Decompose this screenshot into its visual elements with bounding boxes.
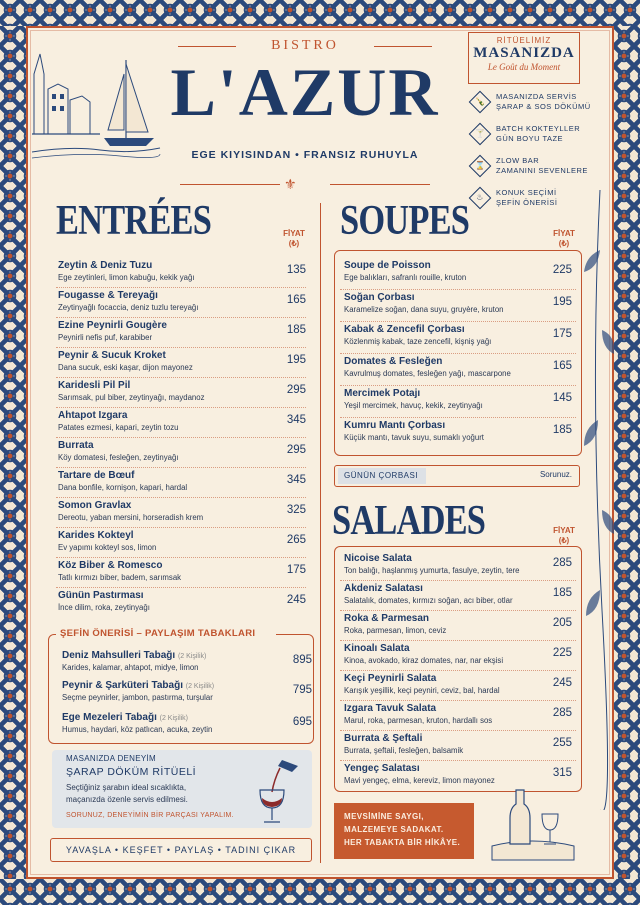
chef-item-price: 795	[292, 684, 312, 696]
menu-item-desc: Küçük mantı, tavuk suyu, sumaklı yoğurt	[344, 433, 484, 442]
daily-soup-label: GÜNÜN ÇORBASI	[338, 468, 426, 484]
menu-item-price: 165	[552, 360, 572, 372]
daily-soup-value: Sorunuz.	[539, 470, 572, 479]
menu-item-name: Karides Kokteyl	[58, 530, 134, 541]
menu-item-desc: Salatalık, domates, kırmızı soğan, acı biber, otlar	[344, 596, 513, 605]
menu-item	[58, 350, 308, 380]
menu-item	[344, 583, 574, 613]
menu-item-name: Mercimek Potajı	[344, 388, 421, 399]
hourglass-icon: ⌛	[469, 155, 492, 178]
item-separator	[340, 640, 576, 641]
menu-item	[344, 703, 574, 733]
chef-item	[62, 680, 312, 708]
menu-item-desc: İnce dilim, roka, zeytinyağı	[58, 603, 150, 612]
ritual-script: Le Goût du Moment	[487, 62, 561, 72]
menu-item-name: Zeytin & Deniz Tuzu	[58, 260, 153, 271]
menu-item-desc: Patates ezmesi, kapari, zeytin tozu	[58, 423, 179, 432]
menu-item	[344, 673, 574, 703]
item-separator	[340, 385, 576, 386]
bistro-label: BISTRO	[271, 38, 339, 53]
menu-item	[344, 260, 574, 290]
menu-item	[58, 590, 308, 620]
menu-item-price: 295	[286, 444, 306, 456]
wine-bottle-icon: 🍾	[469, 91, 492, 114]
ritual-item-title: BATCH KOKTEYLLER	[496, 124, 581, 133]
menu-item-name: Kumru Mantı Çorbası	[344, 420, 446, 431]
menu-item-name: Köz Biber & Romesco	[58, 560, 163, 571]
menu-item-name: Izgara Tavuk Salata	[344, 703, 437, 714]
menu-item	[58, 320, 308, 350]
menu-item-desc: Burrata, şeftali, fesleğen, balsamik	[344, 746, 464, 755]
ritual-item-title: KONUK SEÇİMİ	[496, 188, 557, 197]
chef-item-name: Ege Mezeleri Tabağı (2 Kişilik)	[62, 712, 189, 723]
menu-item-name: Somon Gravlax	[58, 500, 132, 511]
entrees-price-header: FİYAT (₺)	[283, 229, 305, 248]
chef-panel-title: ŞEFİN ÖNERİSİ – PAYLAŞIM TABAKLARI	[56, 628, 276, 639]
entrees-title: ENTRÉES	[56, 198, 212, 244]
menu-item-price: 185	[552, 424, 572, 436]
menu-item-desc: Sarımsak, pul biber, zeytinyağı, maydanoz	[58, 393, 205, 402]
ritual-item	[472, 124, 602, 154]
menu-item	[344, 613, 574, 643]
ritual-item-title: MASANIZDA SERVİS	[496, 92, 577, 101]
menu-item	[58, 530, 308, 560]
ritual-item-sub: ZAMANINI SEVENLERE	[496, 166, 588, 175]
menu-item-price: 175	[286, 564, 306, 576]
menu-item-desc: Köy domatesi, fesleğen, zeytinyağı	[58, 453, 179, 462]
tile-border-right	[614, 26, 640, 879]
menu-item	[344, 324, 574, 354]
menu-item-desc: Ege balıkları, safranlı rouille, kruton	[344, 273, 467, 282]
menu-item-desc: Karışık yeşillik, keçi peyniri, ceviz, bal, hardal	[344, 686, 500, 695]
menu-item-desc: Ege zeytinleri, limon kabuğu, kekik yağı	[58, 273, 195, 282]
tile-border-top	[0, 0, 640, 26]
tagline: EGE KIYISINDAN • FRANSIZ RUHUYLA	[191, 149, 419, 161]
menu-item-price: 245	[552, 677, 572, 689]
menu-item-price: 205	[552, 617, 572, 629]
menu-item	[344, 733, 574, 763]
olive-branch-illustration	[580, 190, 614, 810]
menu-item-desc: Roka, parmesan, limon, ceviz	[344, 626, 447, 635]
chef-item-name: Deniz Mahsulleri Tabağı (2 Kişilik)	[62, 650, 207, 661]
ritual-item-sub: ŞARAP & SOS DÖKÜMÜ	[496, 102, 591, 111]
menu-item-price: 245	[286, 594, 306, 606]
ornament-rule-left	[180, 184, 280, 185]
chef-item	[62, 650, 312, 678]
menu-item-name: Kabak & Zencefil Çorbası	[344, 324, 465, 335]
item-separator	[340, 353, 576, 354]
menu-item	[344, 553, 574, 583]
wine-ritual-cta: SORUNUZ, DENEYİMİN BİR PARÇASI YAPALIM.	[66, 812, 234, 819]
menu-item	[58, 380, 308, 410]
menu-item	[58, 440, 308, 470]
menu-item-price: 165	[286, 294, 306, 306]
menu-item-name: Domates & Fesleğen	[344, 356, 443, 367]
menu-item-price: 255	[552, 737, 572, 749]
menu-item-price: 295	[286, 384, 306, 396]
chef-item-name: Peynir & Şarküteri Tabağı (2 Kişilik)	[62, 680, 215, 691]
item-separator	[340, 417, 576, 418]
menu-item-name: Akdeniz Salatası	[344, 583, 423, 594]
item-separator	[340, 730, 576, 731]
wine-ritual-title: ŞARAP DÖKÜM RİTÜELİ	[66, 766, 197, 778]
item-separator	[340, 580, 576, 581]
salades-price-header: FİYAT (₺)	[553, 526, 575, 545]
menu-item	[58, 560, 308, 590]
item-separator	[56, 317, 306, 318]
item-separator	[56, 587, 306, 588]
chef-hat-icon: ♨	[469, 187, 492, 210]
menu-item-desc: Dana bonfile, kornişon, kapari, hardal	[58, 483, 188, 492]
seasonal-note-line: MEVSİMİNE SAYGI,	[344, 812, 424, 821]
chef-item-desc: Karides, kalamar, ahtapot, midye, limon	[62, 663, 199, 672]
menu-item-price: 315	[552, 767, 572, 779]
chef-item-price: 695	[292, 716, 312, 728]
wine-table-illustration	[482, 770, 582, 866]
menu-item	[344, 388, 574, 418]
menu-item-name: Kinoalı Salata	[344, 643, 410, 654]
item-separator	[56, 347, 306, 348]
menu-item-name: Karidesli Pil Pil	[58, 380, 131, 391]
item-separator	[340, 760, 576, 761]
menu-item-name: Keçi Peynirli Salata	[344, 673, 437, 684]
salades-title: SALADES	[332, 498, 486, 544]
menu-item	[58, 290, 308, 320]
menu-item-price: 185	[552, 587, 572, 599]
menu-item-name: Burrata & Şeftali	[344, 733, 423, 744]
menu-item-desc: Karamelize soğan, dana suyu, gruyère, kruton	[344, 305, 504, 314]
seasonal-note-line: HER TABAKTA BİR HİKÂYE.	[344, 838, 461, 847]
menu-item-price: 285	[552, 557, 572, 569]
ritual-title: MASANIZDA	[473, 45, 575, 61]
chef-item	[62, 712, 312, 740]
menu-item-name: Ezine Peynirli Gougère	[58, 320, 167, 331]
menu-item-price: 265	[286, 534, 306, 546]
menu-item	[344, 420, 574, 450]
menu-item-desc: Yeşil mercimek, havuç, kekik, zeytinyağı	[344, 401, 483, 410]
ritual-item	[472, 92, 602, 122]
item-separator	[56, 497, 306, 498]
menu-item-price: 345	[286, 474, 306, 486]
menu-item-name: Yengeç Salatası	[344, 763, 420, 774]
item-separator	[56, 377, 306, 378]
menu-item	[344, 292, 574, 322]
menu-item-desc: Peynirli nefis puf, karabiber	[58, 333, 153, 342]
item-separator	[340, 321, 576, 322]
menu-item-price: 135	[286, 264, 306, 276]
ritual-item-title: ZLOW BAR	[496, 156, 540, 165]
menu-item-desc: Közlenmiş kabak, taze zencefil, kişniş yağı	[344, 337, 492, 346]
ritual-item-sub: GÜN BOYU TAZE	[496, 134, 564, 143]
menu-item-price: 225	[552, 647, 572, 659]
item-separator	[56, 287, 306, 288]
tile-border-bottom	[0, 879, 640, 905]
menu-item-desc: Marul, roka, parmesan, kruton, hardallı sos	[344, 716, 493, 725]
item-separator	[56, 437, 306, 438]
seasonal-note-line: MALZEMEYE SADAKAT.	[344, 825, 444, 834]
ritual-item	[472, 156, 602, 186]
wine-ritual-text: Seçtiğiniz şarabın ideal sıcaklıkta, maçanızda özenle servis edilmesi.	[66, 783, 188, 804]
menu-item-desc: Dereotu, yaban mersini, horseradish krem	[58, 513, 204, 522]
seasonal-note	[334, 803, 474, 859]
menu-item-price: 145	[552, 392, 572, 404]
restaurant-logo: L'AZUR	[170, 54, 440, 130]
menu-item-desc: Kavrulmuş domates, fesleğen yağı, mascarpone	[344, 369, 511, 378]
item-separator	[340, 289, 576, 290]
menu-item-price: 195	[552, 296, 572, 308]
item-separator	[56, 467, 306, 468]
menu-item-price: 195	[286, 354, 306, 366]
menu-item-price: 225	[552, 264, 572, 276]
menu-item-price: 345	[286, 414, 306, 426]
menu-item-price: 175	[552, 328, 572, 340]
column-divider	[320, 203, 321, 863]
soupes-price-header: FİYAT (₺)	[553, 229, 575, 248]
chef-item-price: 895	[292, 654, 312, 666]
soupes-title: SOUPES	[340, 198, 470, 244]
menu-item-name: Fougasse & Tereyağı	[58, 290, 158, 301]
item-separator	[340, 610, 576, 611]
menu-item	[58, 500, 308, 530]
menu-item-name: Günün Pastırması	[58, 590, 144, 601]
chef-item-desc: Seçme peynirler, jambon, pastırma, turşular	[62, 693, 213, 702]
menu-item-name: Ahtapot Izgara	[58, 410, 128, 421]
menu-item	[58, 260, 308, 290]
menu-item-name: Soğan Çorbası	[344, 292, 415, 303]
item-separator	[56, 407, 306, 408]
item-separator	[56, 557, 306, 558]
harbour-sailboat-illustration	[30, 34, 162, 164]
menu-item-price: 285	[552, 707, 572, 719]
menu-item-price: 185	[286, 324, 306, 336]
menu-item-desc: Tatlı kırmızı biber, badem, sarımsak	[58, 573, 182, 582]
menu-item-name: Peynir & Sucuk Kroket	[58, 350, 166, 361]
menu-item-price: 325	[286, 504, 306, 516]
tile-border-left	[0, 26, 26, 879]
slogan-banner: YAVAŞLA • KEŞFET • PAYLAŞ • TADINI ÇIKAR	[50, 838, 312, 862]
menu-item-desc: Dana sucuk, eski kaşar, dijon mayonez	[58, 363, 193, 372]
menu-item	[58, 470, 308, 500]
ritual-box	[468, 32, 580, 84]
menu-item-name: Burrata	[58, 440, 94, 451]
item-separator	[340, 670, 576, 671]
menu-item	[344, 356, 574, 386]
menu-item	[58, 410, 308, 440]
menu-item-desc: Mavi yengeç, elma, kereviz, limon mayonez	[344, 776, 495, 785]
menu-item-desc: Ton balığı, haşlanmış yumurta, fasulye, zeytin, tere	[344, 566, 520, 575]
wine-pour-icon	[242, 756, 302, 826]
item-separator	[340, 700, 576, 701]
menu-item-desc: Ev yapımı kokteyl sos, limon	[58, 543, 157, 552]
cocktail-icon: 🍸	[469, 123, 492, 146]
menu-item-name: Tartare de Bœuf	[58, 470, 135, 481]
menu-item-desc: Zeytinyağlı focaccia, deniz tuzlu tereyağı	[58, 303, 199, 312]
fleur-de-lis-icon: ⚜	[284, 176, 297, 192]
menu-item-name: Roka & Parmesan	[344, 613, 430, 624]
item-separator	[56, 527, 306, 528]
menu-item	[344, 643, 574, 673]
menu-item-name: Soupe de Poisson	[344, 260, 431, 271]
ritual-item-sub: ŞEFİN ÖNERİSİ	[496, 198, 558, 207]
ornament-rule-right	[330, 184, 430, 185]
chef-item-desc: Humus, haydari, köz patlıcan, acuka, zeytin	[62, 725, 213, 734]
wine-ritual-kicker: MASANIZDA DENEYİM	[66, 754, 157, 763]
menu-item-name: Nicoise Salata	[344, 553, 412, 564]
ritual-small: RİTÜELİMİZ	[496, 36, 552, 45]
menu-item-desc: Kinoa, avokado, kiraz domates, nar, nar ekşisi	[344, 656, 504, 665]
